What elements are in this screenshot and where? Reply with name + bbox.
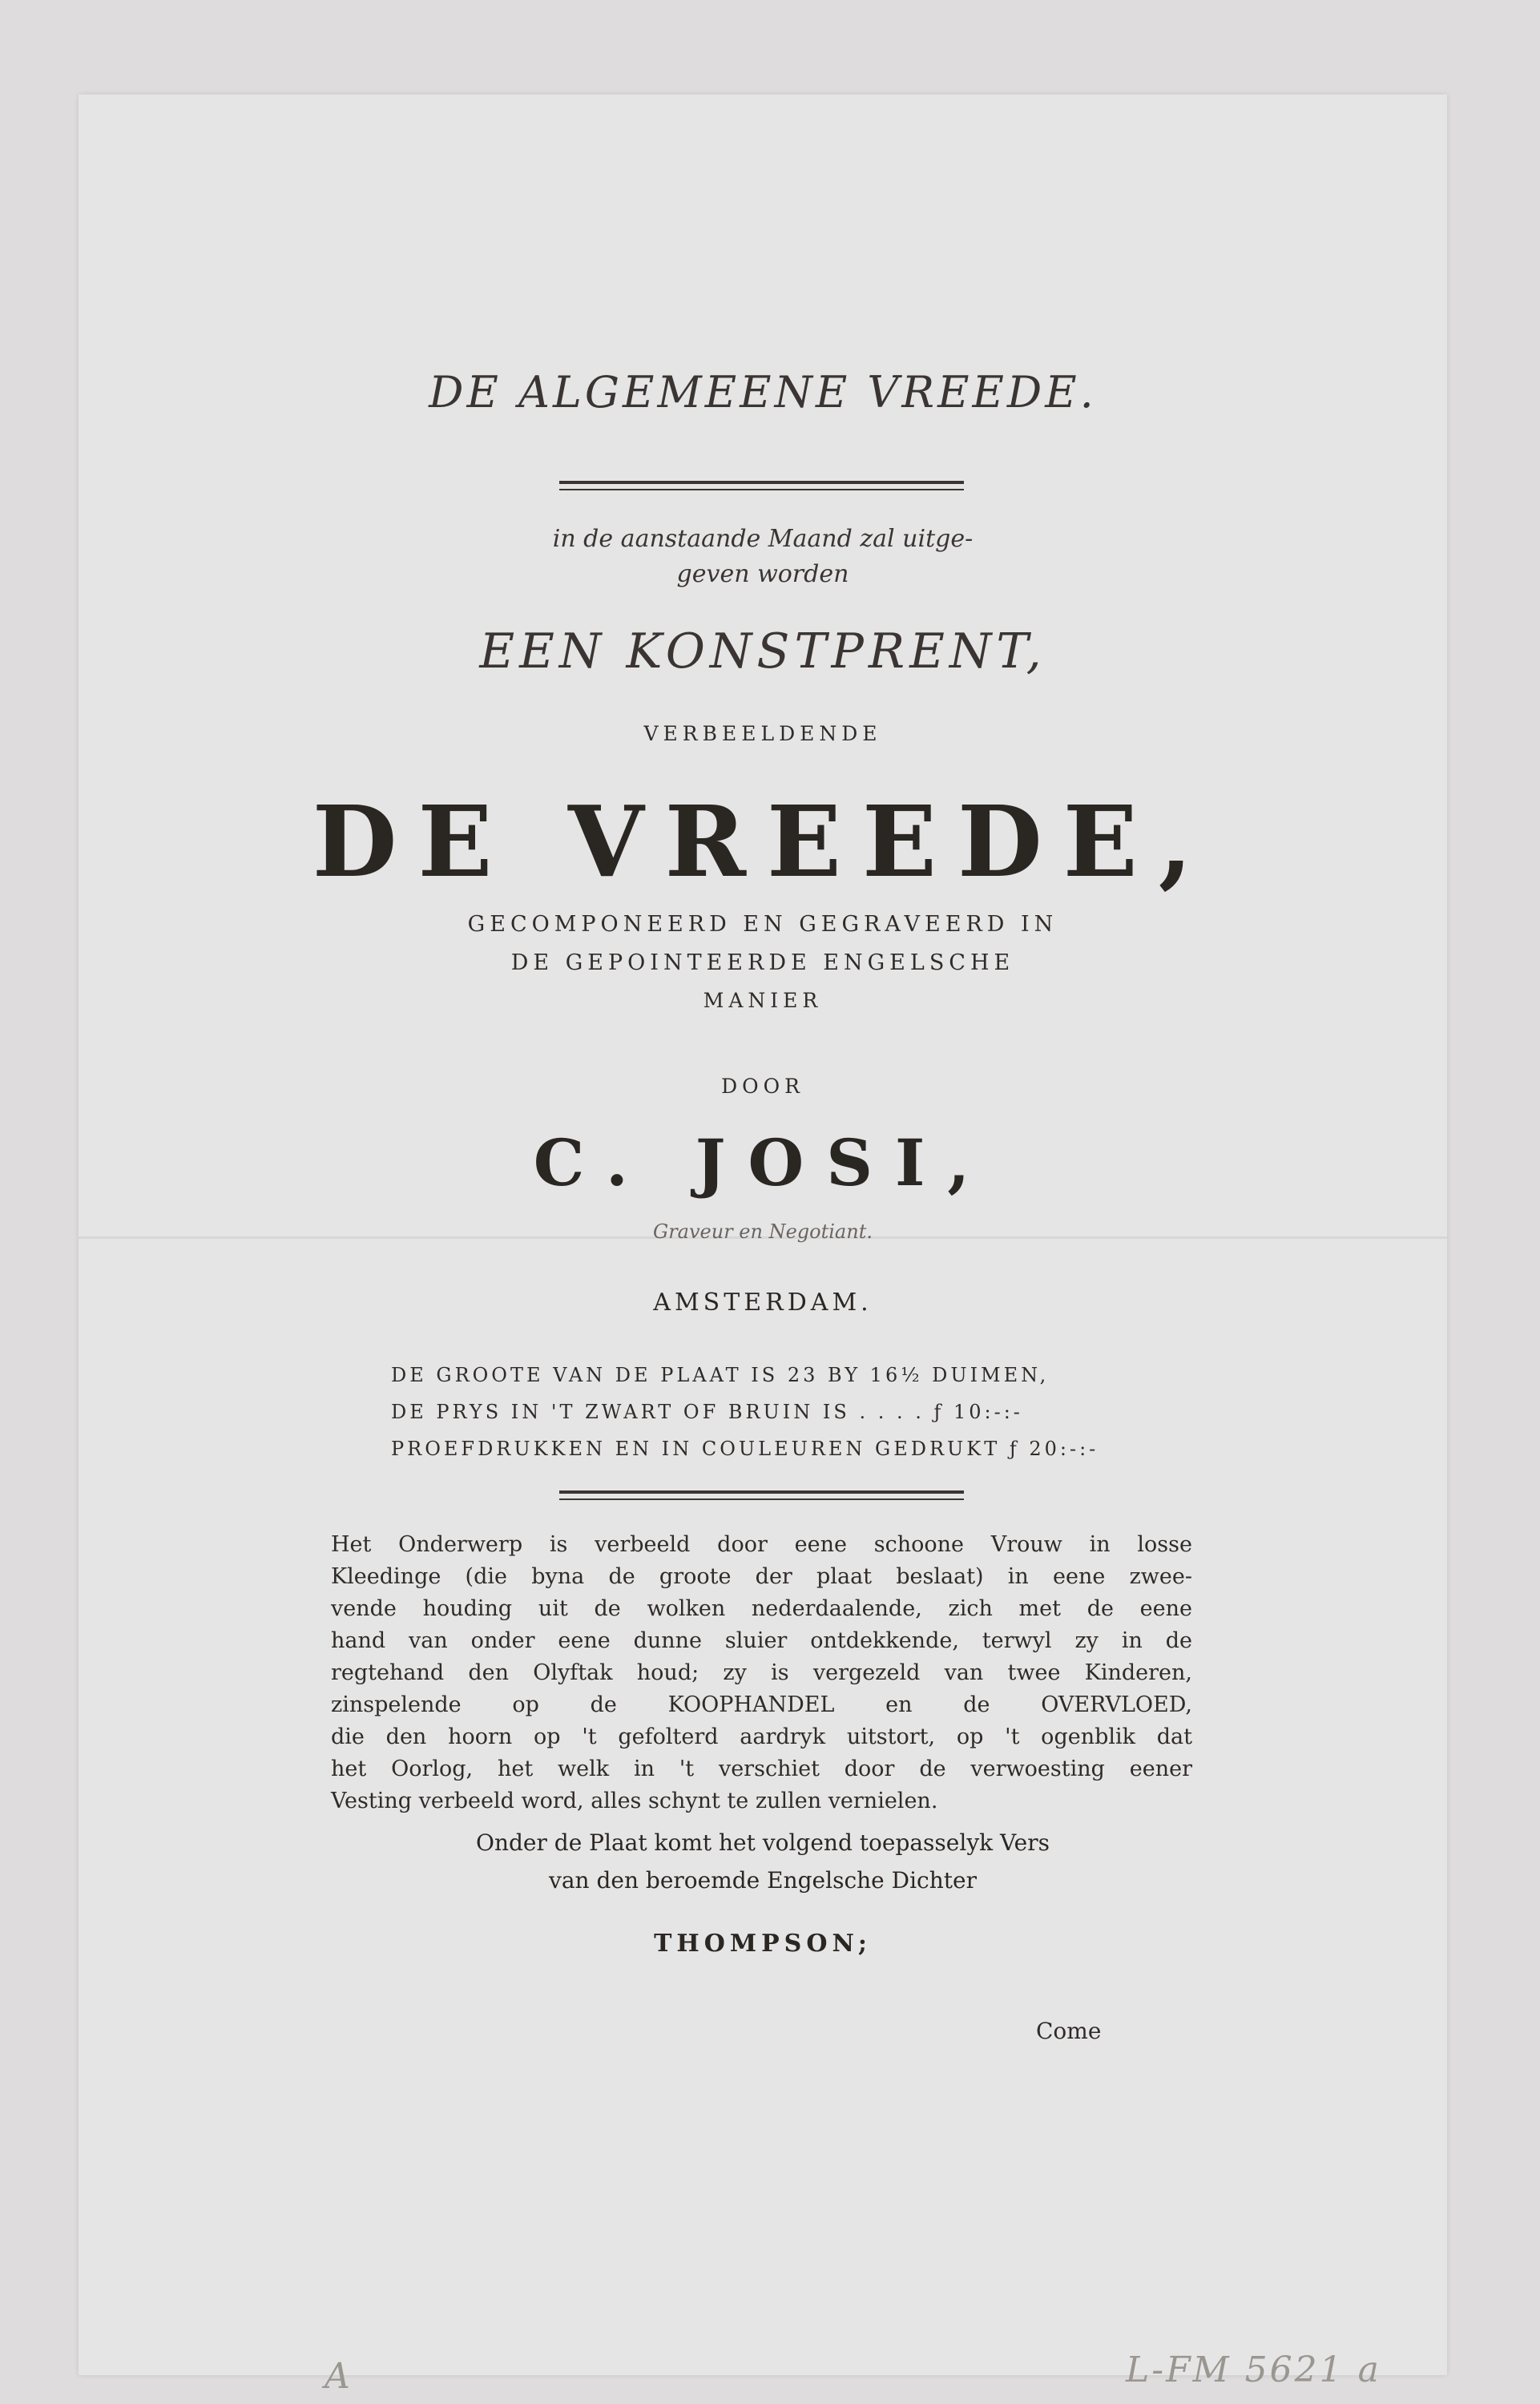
body-rule-thin [559,1498,964,1500]
verse-intro-line-1: Onder de Plaat komt het volgend toepasselyk Vers [476,1829,1050,1856]
archive-mark-left: A [325,2356,350,2397]
body-rule-thick [559,1490,964,1494]
document-content [79,95,1447,2375]
body-line: regtehand den Olyftak houd; zy is vergezeld van twee Kinderen, [331,1660,1192,1685]
document-title: DE ALGEMEENE VREEDE. [429,367,1097,417]
body-line: Het Onderwerp is verbeeld door eene schoone Vrouw in losse [331,1532,1192,1557]
paper-sheet [79,95,1447,2375]
description-paragraph [331,1529,1192,1817]
price-line-3: PROEFDRUKKEN EN IN COULEUREN GEDRUKT ƒ 20:-:- [391,1438,1099,1460]
archive-mark-right: L-FM 5621 a [1126,2350,1381,2390]
door-label: DOOR [721,1075,804,1098]
body-line: vende houding uit de wolken nederdaalende, zich met de eene [331,1596,1192,1621]
price-line-1: DE GROOTE VAN DE PLAAT IS 23 BY 16½ DUIMEN, [391,1364,1050,1386]
composed-line-2: DE GEPOINTEERDE ENGELSCHE [510,950,1015,975]
catchword: Come [1036,2018,1102,2044]
heading-konstprent: EEN KONSTPRENT, [479,623,1046,680]
poet-name: THOMPSON; [654,1930,872,1958]
intro-line-2: geven worden [676,560,849,588]
body-line: die den hoorn op 't gefolterd aardryk uitstort, op 't ogenblik dat [331,1724,1192,1749]
body-line: Vesting verbeeld word, alles schynt te zullen vernielen. [331,1789,938,1813]
title-rule-thin [559,489,964,490]
composed-line-1: GECOMPONEERD EN GEGRAVEERD IN [467,912,1058,937]
main-title: DE VREEDE, [312,784,1214,899]
body-line: hand van onder eene dunne sluier ontdekkende, terwyl zy in de [331,1628,1192,1653]
body-line: Kleedinge (die byna de groote der plaat beslaat) in eene zwee- [331,1564,1192,1589]
body-line: zinspelende op de KOOPHANDEL en de OVERVLOED, [331,1692,1192,1717]
author-name: C. JOSI, [533,1125,993,1200]
verse-intro-line-2: van den beroemde Engelsche Dichter [549,1867,977,1894]
city-label: AMSTERDAM. [653,1289,873,1317]
verbeeldende-label: VERBEELDENDE [643,722,882,745]
title-rule-thick [559,481,964,484]
manier-label: MANIER [703,989,823,1012]
price-line-2: DE PRYS IN 'T ZWART OF BRUIN IS . . . . ƒ 10:-:- [391,1401,1023,1423]
intro-line-1: in de aanstaande Maand zal uitge- [552,525,974,553]
body-line: het Oorlog, het welk in 't verschiet door de verwoesting eener [331,1757,1192,1781]
author-role: Graveur en Negotiant. [653,1220,873,1243]
